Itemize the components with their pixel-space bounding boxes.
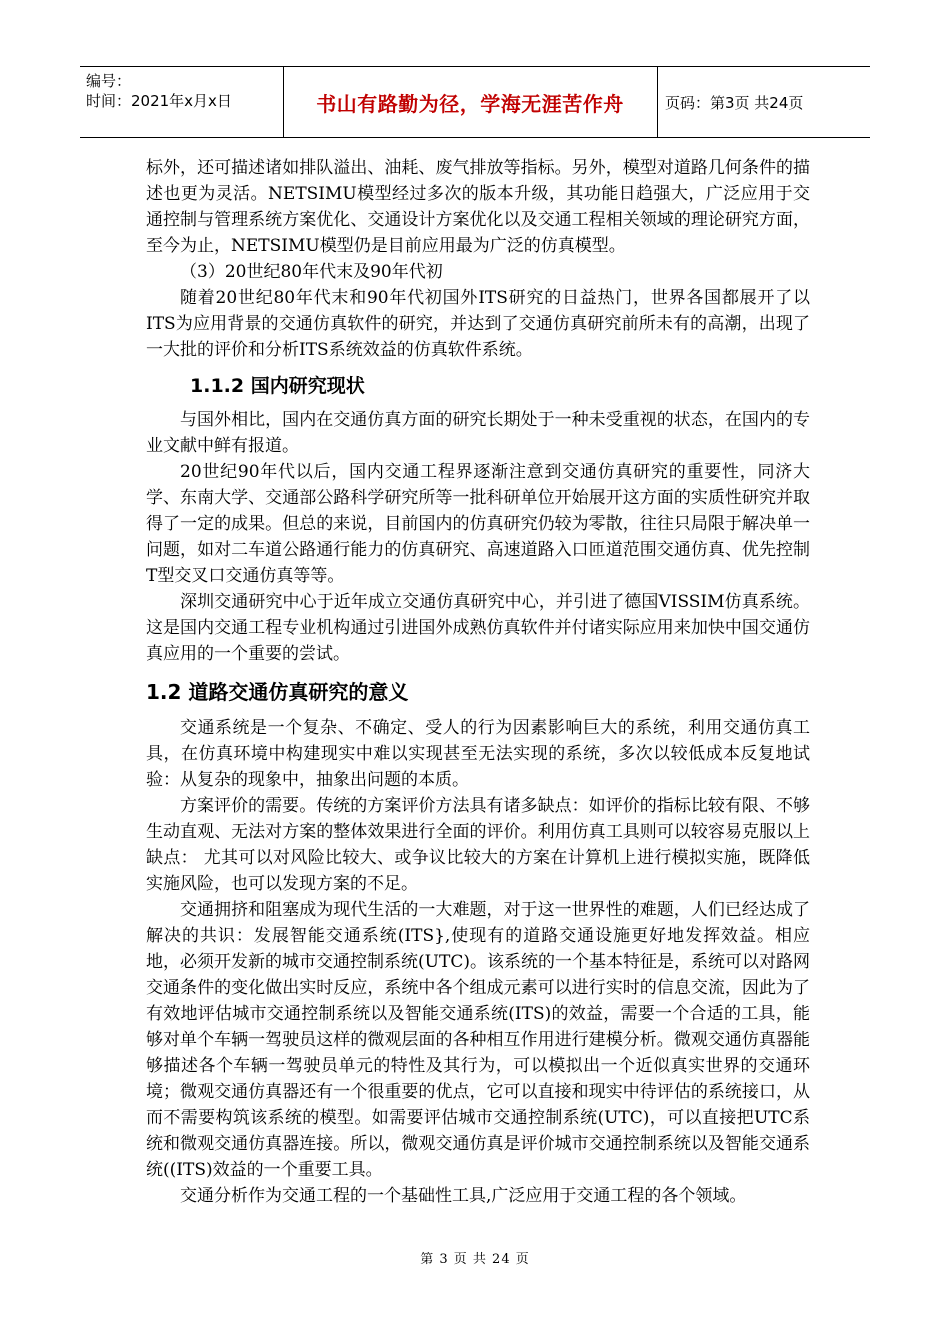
paragraph: 交通系统是一个复杂、不确定、受人的行为因素影响巨大的系统，利用交通仿真工具，在仿真环境中构建现实中难以实现甚至无法实现的系统，多次以较低成本反复地试验：从复杂的现象中，抽象出问题的本质。: [146, 718, 810, 790]
header-number-label: 编号：: [86, 72, 132, 90]
header-divider: [657, 67, 658, 137]
paragraph: 方案评价的需要。传统的方案评价方法具有诸多缺点：如评价的指标比较有限、不够生动直观、无法对方案的整体效果进行全面的评价。利用仿真工具则可以较容易克服以上缺点： 尤其可以对风险比较大、或争议比较大的方案在计算机上进行模拟实施，既降低实施风险，也可以发现方案的不足。: [146, 796, 810, 894]
header-motto: 书山有路勤为径，学海无涯苦作舟: [316, 91, 624, 116]
page-header: [80, 66, 870, 138]
header-meta: [86, 71, 282, 111]
paragraph: 标外，还可描述诸如排队溢出、油耗、废气排放等指标。另外，模型对道路几何条件的描述也更为灵活。NETSIMU模型经过多次的版本升级，其功能日趋强大，广泛应用于交通控制与管理系统方案优化、交通设计方案优化以及交通工程相关领域的理论研究方面，至今为止，NETSIMU模型仍是目前应用最为广泛的仿真模型。: [146, 158, 810, 256]
paragraph: 交通拥挤和阻塞成为现代生活的一大难题，对于这一世界性的难题，人们已经达成了解决的共识：发展智能交通系统(ITS},使现有的道路交通设施更好地发挥效益。相应地，必须开发新的城市交通控制系统(UTC)。该系统的一个基本特征是，系统可以对路网交通条件的变化做出实时反应，系统中各个组成元素可以进行实时的信息交流，因此为了有效地评估城市交通控制系统以及智能交通系统(ITS)的效益，需要一个合适的工具，能够对单个车辆一驾驶员这样的微观层面的各种相互作用进行建模分析。微观交通仿真器能够描述各个车辆一驾驶员单元的特性及其行为，可以模拟出一个近似真实世界的交通环境；微观交通仿真器还有一个很重要的优点，它可以直接和现实中待评估的系统接口，从而不需要构筑该系统的模型。如需要评估城市交通控制系统(UTC)，可以直接把UTC系统和微观交通仿真器连接。所以，微观交通仿真是评价城市交通控制系统以及智能交通系统((ITS)效益的一个重要工具。: [146, 900, 810, 1180]
section-heading-1-1-2: 1.1.2 国内研究现状: [190, 375, 365, 397]
paragraph: 20世纪90年代以后，国内交通工程界逐渐注意到交通仿真研究的重要性，同济大学、东南大学、交通部公路科学研究所等一批科研单位开始展开这方面的实质性研究并取得了一定的成果。但总的来说，目前国内的仿真研究仍较为零散，往往只局限于解决单一问题，如对二车道公路通行能力的仿真研究、高速道路入口匝道范围交通仿真、优先控制T型交叉口交通仿真等等。: [146, 462, 810, 586]
paragraph-subheading: （3）20世纪80年代末及90年代初: [180, 262, 443, 282]
paragraph: 交通分析作为交通工程的一个基础性工具,广泛应用于交通工程的各个领域。: [180, 1186, 747, 1206]
paragraph: 深圳交通研究中心于近年成立交通仿真研究中心，并引进了德国VISSIM仿真系统。这是国内交通工程专业机构通过引进国外成熟仿真软件并付诸实际应用来加快中国交通仿真应用的一个重要的尝试。: [146, 592, 810, 664]
page-footer: 第 3 页 共 24 页: [420, 1252, 530, 1267]
header-date: 时间：2021年x月x日: [86, 92, 232, 110]
header-page-info: 页码：第3页 共24页: [665, 93, 804, 112]
paragraph: 随着20世纪80年代末和90年代初国外ITS研究的日益热门，世界各国都展开了以ITS为应用背景的交通仿真软件的研究，并达到了交通仿真研究前所未有的高潮，出现了一大批的评价和分析ITS系统效益的仿真软件系统。: [146, 288, 810, 360]
paragraph: 与国外相比，国内在交通仿真方面的研究长期处于一种未受重视的状态，在国内的专业文献中鲜有报道。: [146, 410, 810, 456]
section-heading-1-2: 1.2 道路交通仿真研究的意义: [146, 680, 409, 704]
document-body: [146, 155, 810, 1209]
